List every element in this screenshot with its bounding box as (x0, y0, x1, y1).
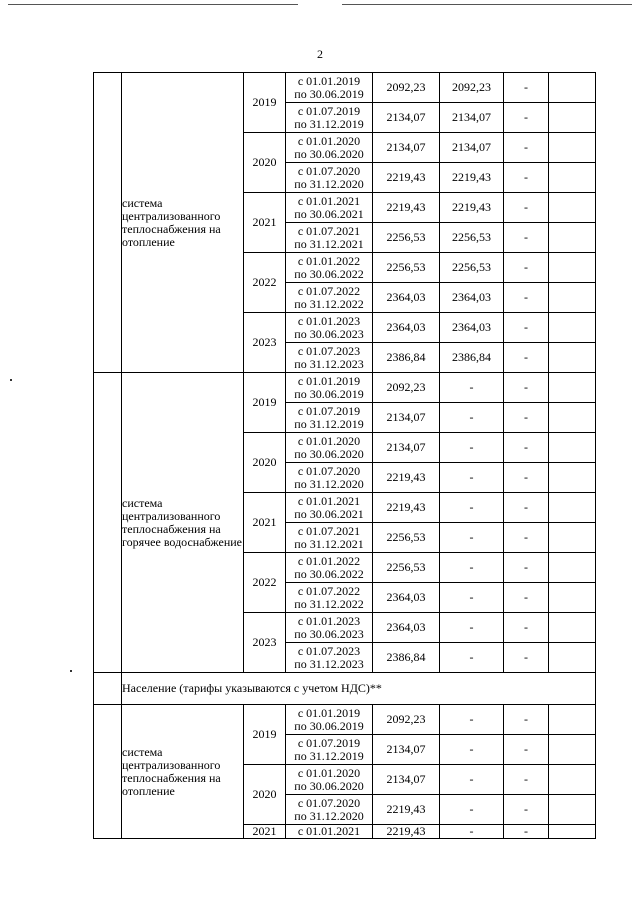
tariff-value-3: - (504, 463, 549, 493)
blank-cell (94, 373, 122, 673)
tariff-value-3: - (504, 825, 549, 839)
top-rule-right (342, 4, 632, 5)
period-to: по 31.12.2021 (294, 536, 364, 551)
tariff-value-2: - (440, 523, 504, 553)
period-to: по 31.12.2021 (294, 236, 364, 251)
period-cell (286, 613, 373, 643)
top-rule-left (8, 4, 298, 5)
tariff-value: 2256,53 (373, 553, 440, 583)
blank-cell (549, 553, 596, 583)
tariff-value: 2219,43 (373, 193, 440, 223)
tariff-value: 2134,07 (373, 133, 440, 163)
tariff-value-3: - (504, 643, 549, 673)
blank-cell (94, 705, 122, 839)
period-from: с 01.07.2023 (297, 643, 361, 658)
tariff-value-3: - (504, 583, 549, 613)
period-cell (286, 463, 373, 493)
period-from: с 01.01.2020 (297, 133, 361, 148)
period-from: с 01.01.2020 (297, 765, 361, 780)
tariff-value: 2386,84 (373, 343, 440, 373)
tariff-value-3: - (504, 223, 549, 253)
blank-cell (549, 765, 596, 795)
tariff-value-2: 2134,07 (440, 133, 504, 163)
blank-cell (549, 313, 596, 343)
period-from: с 01.01.2021 (297, 193, 361, 208)
blank-cell (549, 163, 596, 193)
period-from: с 01.01.2023 (297, 613, 361, 628)
table-row (94, 705, 596, 735)
tariff-value: 2219,43 (373, 493, 440, 523)
period-to: по 31.12.2023 (294, 356, 364, 371)
page-number: 2 (317, 47, 323, 61)
period-cell (286, 403, 373, 433)
tariff-value-2: 2219,43 (440, 193, 504, 223)
tariff-value-3: - (504, 73, 549, 103)
tariff-value-3: - (504, 103, 549, 133)
year-cell: 2022 (244, 553, 286, 613)
period-from: с 01.07.2020 (297, 463, 361, 478)
tariff-value: 2134,07 (373, 433, 440, 463)
period-to: по 30.06.2023 (294, 626, 364, 641)
tariff-value-3: - (504, 313, 549, 343)
scan-speck (10, 379, 12, 381)
tariff-value-2: - (440, 553, 504, 583)
table-row (94, 373, 596, 403)
tariff-value-2: - (440, 493, 504, 523)
period-to: по 30.06.2020 (294, 446, 364, 461)
tariff-value-2: 2219,43 (440, 163, 504, 193)
tariff-value-3: - (504, 553, 549, 583)
period-from: с 01.07.2021 (297, 523, 361, 538)
period-to: по 30.06.2019 (294, 386, 364, 401)
blank-cell (549, 735, 596, 765)
tariff-value-2: - (440, 705, 504, 735)
blank-cell (549, 643, 596, 673)
period-from: с 01.01.2019 (297, 705, 361, 720)
tariff-value-2: - (440, 735, 504, 765)
section-title: Население (тарифы указываются с учетом НДС)** (122, 673, 596, 705)
year-cell: 2021 (244, 825, 286, 839)
tariff-value: 2256,53 (373, 223, 440, 253)
period-cell (286, 193, 373, 223)
tariff-value: 2092,23 (373, 705, 440, 735)
blank-cell (549, 463, 596, 493)
period-cell (286, 343, 373, 373)
year-cell: 2023 (244, 613, 286, 673)
period-cell (286, 223, 373, 253)
tariff-value-2: - (440, 433, 504, 463)
blank-cell (549, 795, 596, 825)
period-cell (286, 313, 373, 343)
blank-cell (549, 253, 596, 283)
tariff-value: 2134,07 (373, 403, 440, 433)
blank-cell (549, 103, 596, 133)
year-cell: 2021 (244, 193, 286, 253)
tariff-value-2: 2134,07 (440, 103, 504, 133)
period-from: с 01.01.2019 (297, 373, 361, 388)
period-to: по 30.06.2019 (294, 718, 364, 733)
tariff-value: 2092,23 (373, 73, 440, 103)
period-cell (286, 523, 373, 553)
tariff-value-3: - (504, 133, 549, 163)
tariff-value-3: - (504, 163, 549, 193)
period-cell (286, 493, 373, 523)
period-from: с 01.01.2022 (297, 253, 361, 268)
year-cell: 2019 (244, 73, 286, 133)
period-from: с 01.07.2022 (297, 283, 361, 298)
blank-cell (549, 705, 596, 735)
system-name: система централизованного теплоснабжения на горячее водоснабжение (122, 373, 244, 673)
period-from: с 01.07.2020 (297, 795, 361, 810)
blank-cell (94, 673, 122, 705)
year-cell: 2019 (244, 373, 286, 433)
blank-cell (549, 613, 596, 643)
blank-cell (549, 583, 596, 613)
period-to: по 31.12.2022 (294, 296, 364, 311)
tariff-value: 2364,03 (373, 583, 440, 613)
scan-speck (70, 670, 72, 672)
system-name: система централизованного теплоснабжения на отопление (122, 73, 244, 373)
period-cell (286, 373, 373, 403)
period-from: с 01.07.2021 (297, 223, 361, 238)
period-to: по 31.12.2019 (294, 116, 364, 131)
tariff-value-2: - (440, 765, 504, 795)
blank-cell (549, 403, 596, 433)
year-cell: 2021 (244, 493, 286, 553)
period-to: по 31.12.2020 (294, 808, 364, 823)
period-cell (286, 643, 373, 673)
tariff-value-3: - (504, 795, 549, 825)
tariff-value-2: 2386,84 (440, 343, 504, 373)
period-to: по 30.06.2019 (294, 86, 364, 101)
table-row (94, 73, 596, 103)
period-from: с 01.01.2023 (297, 313, 361, 328)
blank-cell (549, 73, 596, 103)
period-to: по 30.06.2020 (294, 778, 364, 793)
period-to: по 31.12.2023 (294, 656, 364, 671)
blank-cell (549, 343, 596, 373)
tariff-value-2: 2256,53 (440, 223, 504, 253)
tariff-value-3: - (504, 735, 549, 765)
period-from: с 01.07.2019 (297, 735, 361, 750)
blank-cell (549, 373, 596, 403)
period-to: по 31.12.2022 (294, 596, 364, 611)
tariff-value-3: - (504, 403, 549, 433)
tariff-value-2: 2092,23 (440, 73, 504, 103)
tariff-value: 2134,07 (373, 103, 440, 133)
tariff-value: 2364,03 (373, 283, 440, 313)
period-from: с 01.07.2019 (297, 103, 361, 118)
period-cell (286, 163, 373, 193)
tariff-value-3: - (504, 705, 549, 735)
tariff-value: 2219,43 (373, 825, 440, 839)
period-from: с 01.07.2022 (297, 583, 361, 598)
period-cell (286, 283, 373, 313)
blank-cell (549, 223, 596, 253)
period-cell (286, 765, 373, 795)
period-to: по 31.12.2019 (294, 416, 364, 431)
tariff-value-3: - (504, 765, 549, 795)
tariff-value-3: - (504, 373, 549, 403)
blank-cell (549, 493, 596, 523)
period-to: по 30.06.2022 (294, 266, 364, 281)
blank-cell (549, 193, 596, 223)
year-cell: 2020 (244, 433, 286, 493)
blank-cell (94, 73, 122, 373)
tariff-value-3: - (504, 523, 549, 553)
period-cell (286, 825, 373, 839)
year-cell: 2023 (244, 313, 286, 373)
period-cell (286, 433, 373, 463)
system-name: система централизованного теплоснабжения на отопление (122, 705, 244, 839)
year-cell: 2020 (244, 765, 286, 825)
tariff-value-3: - (504, 253, 549, 283)
tariff-value: 2256,53 (373, 253, 440, 283)
period-cell (286, 583, 373, 613)
blank-cell (549, 433, 596, 463)
period-from: с 01.07.2019 (297, 403, 361, 418)
tariff-value-2: - (440, 795, 504, 825)
period-to: по 31.12.2019 (294, 748, 364, 763)
blank-cell (549, 133, 596, 163)
tariff-value: 2134,07 (373, 735, 440, 765)
tariff-value: 2364,03 (373, 313, 440, 343)
tariff-value-3: - (504, 613, 549, 643)
year-cell: 2020 (244, 133, 286, 193)
period-to: по 30.06.2023 (294, 326, 364, 341)
period-from: с 01.01.2021 (297, 493, 361, 508)
period-to: по 30.06.2020 (294, 146, 364, 161)
tariff-value-2: 2364,03 (440, 313, 504, 343)
blank-cell (549, 283, 596, 313)
period-cell (286, 795, 373, 825)
tariff-value: 2364,03 (373, 613, 440, 643)
tariff-value-2: - (440, 613, 504, 643)
period-from: с 01.01.2021 (297, 824, 361, 838)
tariff-value: 2256,53 (373, 523, 440, 553)
period-cell (286, 103, 373, 133)
period-cell (286, 705, 373, 735)
tariff-value: 2092,23 (373, 373, 440, 403)
tariff-value-2: - (440, 825, 504, 839)
period-to: по 30.06.2021 (294, 206, 364, 221)
period-cell (286, 73, 373, 103)
tariff-value: 2386,84 (373, 643, 440, 673)
tariff-value: 2134,07 (373, 765, 440, 795)
tariff-value-2: - (440, 373, 504, 403)
period-cell (286, 735, 373, 765)
tariff-value-3: - (504, 343, 549, 373)
tariff-value-3: - (504, 193, 549, 223)
period-to: по 31.12.2020 (294, 176, 364, 191)
tariff-value-3: - (504, 493, 549, 523)
tariff-value-2: - (440, 583, 504, 613)
tariff-value-2: 2364,03 (440, 283, 504, 313)
tariff-value: 2219,43 (373, 163, 440, 193)
period-cell (286, 253, 373, 283)
period-to: по 30.06.2021 (294, 506, 364, 521)
blank-cell (549, 523, 596, 553)
year-cell: 2022 (244, 253, 286, 313)
period-from: с 01.01.2020 (297, 433, 361, 448)
tariff-table (93, 72, 596, 839)
blank-cell (549, 825, 596, 839)
tariff-value-3: - (504, 283, 549, 313)
period-from: с 01.01.2022 (297, 553, 361, 568)
period-from: с 01.01.2019 (297, 73, 361, 88)
period-from: с 01.07.2020 (297, 163, 361, 178)
year-cell: 2019 (244, 705, 286, 765)
tariff-value-2: 2256,53 (440, 253, 504, 283)
tariff-value-2: - (440, 403, 504, 433)
period-to: по 30.06.2022 (294, 566, 364, 581)
period-from: с 01.07.2023 (297, 343, 361, 358)
tariff-value: 2219,43 (373, 463, 440, 493)
period-to: по 31.12.2020 (294, 476, 364, 491)
tariff-value-2: - (440, 643, 504, 673)
section-row (94, 673, 596, 705)
tariff-value-2: - (440, 463, 504, 493)
period-cell (286, 133, 373, 163)
tariff-value: 2219,43 (373, 795, 440, 825)
tariff-value-3: - (504, 433, 549, 463)
period-cell (286, 553, 373, 583)
